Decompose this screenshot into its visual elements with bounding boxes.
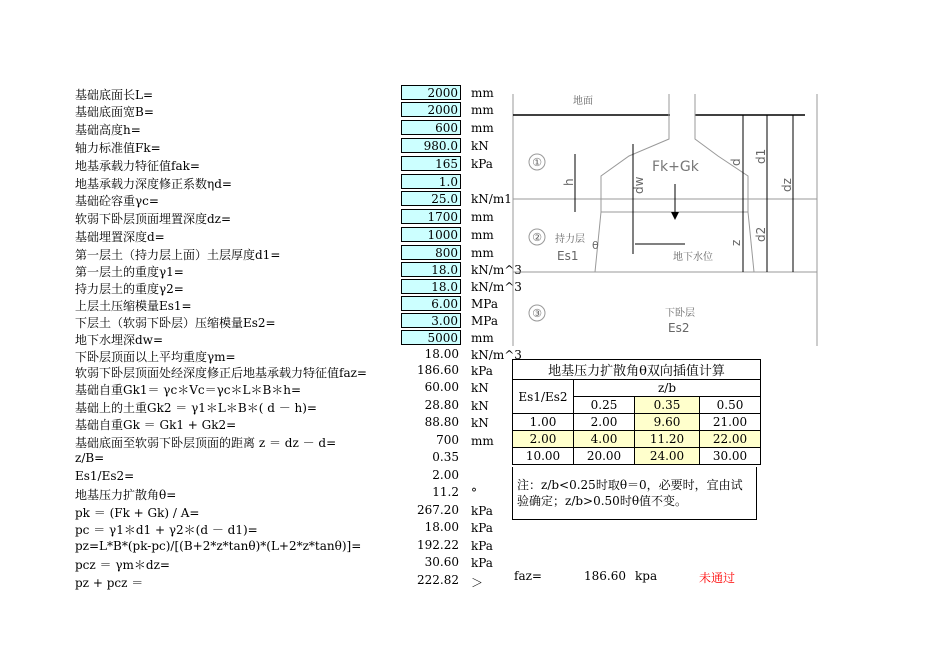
dim-d-label: d: [729, 158, 743, 166]
ground-label: 地面: [573, 96, 593, 107]
row-value: 28.80: [424, 397, 459, 412]
es-ratio: 1.00: [513, 414, 574, 431]
table-row: [0, 555, 950, 572]
row-unit: kN/m1: [471, 192, 512, 206]
foundation-diagram: [505, 84, 825, 356]
interp-note: 注：z/b<0.25时取θ＝0，必要时，宜由试验确定；z/b>0.50时θ值不变。: [512, 467, 757, 520]
row-unit: mm: [471, 331, 494, 345]
row-label: 地基压力扩散角θ=: [75, 488, 177, 502]
layer1-label: ①: [532, 156, 542, 169]
es1-label: Es1: [557, 249, 579, 263]
row-unit: kN: [471, 139, 489, 153]
row-label: pc ＝ γ1＊d1 + γ2＊(d － d1)=: [75, 523, 258, 537]
row-unit: mm: [471, 433, 494, 448]
water-label: 地下水位: [673, 252, 713, 263]
row-value: 700: [436, 432, 459, 447]
row-value: 30.60: [424, 555, 459, 569]
table-row: [0, 520, 950, 537]
bearing-layer-label: 持力层: [555, 234, 585, 245]
row-label: 基础上的土重Gk2 ＝ γ1＊L＊B＊( d － h)=: [75, 400, 317, 415]
row-label: 基础埋置深度d=: [75, 230, 165, 244]
row-unit: kPa: [471, 556, 493, 570]
row-value: 222.82: [417, 572, 459, 587]
row-unit: kN: [471, 416, 489, 430]
row-unit: mm: [471, 121, 494, 135]
theta-cell: 22.00: [700, 431, 761, 448]
dim-d1-label: d1: [754, 148, 768, 164]
faz-label: faz=: [514, 569, 542, 583]
row-label: 软弱下卧层顶面处经深度修正后地基承载力特征值faz=: [75, 366, 367, 380]
table-row: [0, 433, 950, 450]
dim-d2-label: d2: [754, 226, 768, 242]
value-input[interactable]: 2000: [401, 85, 461, 100]
dim-dw-label: dw: [632, 176, 646, 194]
row-value: 11.2: [432, 485, 459, 499]
row-unit: mm: [471, 210, 494, 224]
row-label: 地下水埋深dw=: [75, 333, 164, 347]
row-unit: mm: [471, 246, 494, 260]
row-unit: kN/m^3: [471, 280, 522, 294]
row-value: 18.00: [424, 347, 459, 361]
faz-value: 186.60: [584, 569, 626, 583]
theta-cell: 30.00: [700, 448, 761, 465]
theta-cell: 11.20: [635, 431, 700, 448]
row-unit: mm: [471, 228, 494, 242]
value-input[interactable]: 600: [401, 120, 461, 135]
row-label: 基础底面宽B=: [75, 105, 154, 119]
row-value: 186.60: [417, 363, 459, 377]
row-label: z/B=: [75, 451, 105, 465]
row-unit: kPa: [471, 503, 493, 518]
value-input[interactable]: 1700: [401, 209, 461, 224]
row-value: 0.35: [432, 450, 459, 464]
row-label: 基础高度h=: [75, 123, 141, 137]
row-label: 基础自重Gk ＝ Gk1 + Gk2=: [75, 418, 237, 432]
row-label: 下卧层顶面以上平均重度γm=: [75, 350, 236, 364]
value-input[interactable]: 18.0: [401, 279, 461, 294]
zb-value: 0.25: [574, 397, 635, 414]
row-label: 第一层土的重度γ1=: [75, 265, 184, 279]
interp-table: [512, 359, 761, 465]
value-input[interactable]: 165: [401, 156, 461, 171]
theta-cell: 9.60: [635, 414, 700, 431]
dim-z-label: z: [729, 239, 743, 246]
interp-title: 地基压力扩散角θ双向插值计算: [513, 360, 761, 380]
row-unit: mm: [471, 86, 494, 100]
value-input[interactable]: 1000: [401, 227, 461, 242]
theta-label: θ: [592, 239, 599, 252]
lower-layer-label: 下卧层: [665, 308, 695, 319]
zb-header: z/b: [574, 380, 761, 397]
value-input[interactable]: 18.0: [401, 262, 461, 277]
row-unit: kPa: [471, 538, 493, 553]
row-label: pcz ＝ γm＊dz=: [75, 558, 170, 572]
row-value: 60.00: [424, 380, 459, 394]
es-ratio: 2.00: [513, 431, 574, 448]
row-label: 地基承载力特征值fak=: [75, 159, 200, 173]
theta-cell: 24.00: [635, 448, 700, 465]
row-label: 基础底面长L=: [75, 88, 154, 102]
row-label: Es1/Es2=: [75, 468, 135, 483]
table-row: [0, 538, 950, 555]
row-label: 基础自重Gk1＝ γc＊Vc＝γc＊L＊B＊h=: [75, 383, 302, 397]
row-unit: mm: [471, 103, 494, 117]
table-row: [0, 380, 950, 397]
layer2-label: ②: [532, 231, 542, 244]
theta-cell: 2.00: [574, 414, 635, 431]
theta-cell: 20.00: [574, 448, 635, 465]
row-label: 持力层土的重度γ2=: [75, 282, 184, 296]
load-arrow-head: [671, 212, 679, 220]
row-label: 第一层土（持力层上面）土层厚度d1=: [75, 248, 281, 262]
es-ratio-header: Es1/Es2: [513, 380, 574, 414]
row-label: 软弱下卧层顶面埋置深度dz=: [75, 212, 232, 226]
row-unit: kN/m^3: [471, 348, 522, 362]
row-label: 下层土（软弱下卧层）压缩模量Es2=: [75, 316, 276, 330]
value-input[interactable]: 6.00: [401, 296, 461, 311]
table-row: [513, 448, 761, 465]
table-row: [0, 415, 950, 432]
row-value: 88.80: [424, 415, 459, 429]
es-ratio: 10.00: [513, 448, 574, 465]
value-input[interactable]: 5000: [401, 330, 461, 345]
row-value: 192.22: [417, 537, 459, 552]
row-unit: kPa: [471, 157, 493, 171]
row-unit: °: [471, 486, 477, 500]
row-unit: kN/m^3: [471, 263, 522, 277]
table-row: [0, 450, 950, 467]
table-row: [513, 431, 761, 448]
row-label: 基础砼容重γc=: [75, 194, 159, 208]
table-row: [513, 414, 761, 431]
row-unit: kN: [471, 381, 489, 395]
table-row: [0, 468, 950, 485]
value-input[interactable]: 3.00: [401, 313, 461, 328]
layer3-label: ③: [532, 307, 542, 320]
row-unit: MPa: [471, 297, 498, 311]
load-label: Fk+Gk: [652, 159, 699, 175]
row-unit: kN: [471, 398, 489, 413]
value-input[interactable]: 2000: [401, 102, 461, 117]
row-value: 2.00: [432, 467, 459, 482]
row-value: 267.20: [417, 502, 459, 517]
table-row: [0, 573, 950, 590]
table-row: [0, 503, 950, 520]
es2-label: Es2: [668, 321, 690, 335]
table-row: [0, 485, 950, 502]
row-label: pz + pcz ＝: [75, 575, 144, 590]
value-input[interactable]: 1.0: [401, 174, 461, 189]
zb-value: 0.35: [635, 397, 700, 414]
row-label: 地基承载力深度修正系数ηd=: [75, 177, 232, 191]
row-label: pk ＝ (Fk + Gk) / A=: [75, 505, 200, 520]
status-badge: 未通过: [699, 571, 736, 585]
dim-h-label: h: [562, 178, 576, 186]
row-label: 轴力标准值Fk=: [75, 141, 161, 155]
row-label: 上层土压缩模量Es1=: [75, 299, 192, 313]
zb-value: 0.50: [700, 397, 761, 414]
row-unit: kPa: [471, 364, 493, 378]
value-input[interactable]: 25.0: [401, 191, 461, 206]
row-unit: ＞: [471, 575, 484, 590]
row-unit: MPa: [471, 314, 498, 328]
row-unit: kPa: [471, 521, 493, 535]
value-input[interactable]: 980.0: [401, 138, 461, 153]
row-value: 18.00: [424, 520, 459, 534]
table-row: [0, 363, 950, 380]
theta-cell: 21.00: [700, 414, 761, 431]
value-input[interactable]: 800: [401, 245, 461, 260]
faz-unit: kpa: [635, 569, 658, 583]
dim-dz-label: dz: [780, 178, 794, 192]
theta-cell: 4.00: [574, 431, 635, 448]
row-label: pz=L*B*(pk-pc)/[(B+2*z*tanθ)*(L+2*z*tanθ)]=: [75, 538, 362, 553]
row-label: 基础底面至软弱下卧层顶面的距离 z ＝ dz － d=: [75, 435, 337, 450]
table-row: [0, 398, 950, 415]
